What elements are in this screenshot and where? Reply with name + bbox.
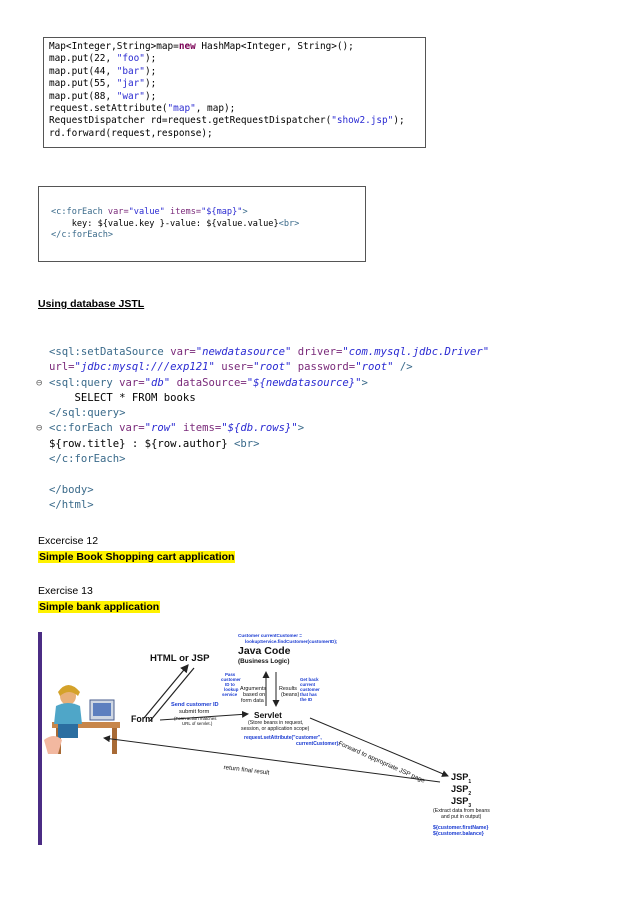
code-line: </sql:query>	[49, 407, 126, 420]
mvc-diagram	[38, 630, 508, 845]
forward-label: Forward to appropriate JSP page	[337, 740, 426, 785]
first-name-expression: ${customer.firstName}	[433, 825, 489, 831]
code-line: </c:forEach>	[49, 453, 126, 466]
pass-text: lookup	[224, 687, 239, 692]
pass-text: ID to	[225, 682, 235, 687]
code-line: <sql:setDataSource var="newdatasource" driver="com.mysql.jdbc.Driver"	[49, 346, 490, 358]
return-label: return final result	[223, 764, 270, 777]
extract-text: and put in output)	[441, 814, 482, 820]
balance-expression: ${customer.balance}	[433, 831, 484, 837]
collapse-marker-icon[interactable]: ⊖	[36, 422, 43, 435]
get-back-text: customer	[300, 687, 320, 692]
form-action-text: URL of servlet.)	[182, 721, 213, 726]
html-or-jsp-label: HTML or JSP	[150, 653, 210, 664]
code-line: map.put(44, "bar");	[49, 65, 157, 77]
set-attribute-text: currentCustomer);	[296, 741, 340, 747]
form-action-text: (Form action matches	[174, 716, 217, 721]
arguments-text: based on	[243, 692, 266, 698]
pass-text: service	[222, 692, 238, 697]
get-back-text: current	[300, 682, 316, 687]
code-line: map.put(55, "jar");	[49, 78, 157, 90]
section-heading: Using database JSTL	[38, 298, 145, 310]
purple-side-bar	[38, 632, 42, 845]
code-line: map.put(88, "war");	[49, 90, 157, 102]
code-line: request.setAttribute("map", map);	[49, 103, 236, 115]
arguments-text: Arguments	[240, 686, 267, 692]
pass-text: customer	[221, 677, 241, 682]
jstl-foreach-box	[38, 186, 366, 262]
code-line	[36, 467, 489, 482]
results-text: Results	[279, 686, 297, 692]
jsp-label: $JSP_3$	[451, 796, 472, 809]
extract-text: (Extract data from beans	[433, 808, 490, 814]
get-back-text: that has	[300, 692, 317, 697]
form-label: Form	[131, 714, 153, 724]
sql-jstl-code	[36, 345, 489, 513]
send-customer-id-text: Send customer ID	[171, 702, 219, 708]
store-beans-text: session, or application scope)	[241, 726, 310, 732]
arguments-text: form data	[241, 698, 264, 704]
store-beans-text: (Store beans in request,	[248, 720, 304, 726]
person-at-desk-icon	[44, 685, 120, 754]
jsp-label: $JSP_1$	[451, 772, 472, 785]
code-line: key: ${value.key }-value: ${value.value}<br>	[51, 218, 300, 229]
customer-code-line1: Customer currentCustomer =	[238, 633, 302, 638]
jsp-label: $JSP_2$	[451, 784, 472, 797]
pass-text: Pass	[225, 672, 236, 677]
exercise-12-title: Simple Book Shopping cart application	[39, 551, 235, 563]
code-line: ⊖ <c:forEach var="row" items="${db.rows}">	[36, 421, 489, 436]
submit-form-text: submit form	[179, 709, 210, 715]
exercise-12-label: Excercise 12	[38, 535, 99, 547]
get-back-text: the ID	[300, 697, 313, 702]
code-line: ⊖ <sql:query var="db" dataSource="${newdatasource}">	[36, 376, 489, 391]
servlet-label: Servlet	[254, 710, 282, 720]
code-line: </body>	[49, 483, 94, 496]
java-code-label: Java Code	[238, 645, 291, 657]
code-line: <c:forEach var="value" items="${map}">	[51, 207, 248, 217]
get-back-text: Get back	[300, 677, 319, 682]
code-line: </c:forEach>	[51, 230, 114, 241]
code-line: ${row.title} : ${row.author} <br>	[49, 437, 260, 450]
code-line: SELECT * FROM books	[49, 391, 196, 404]
business-logic-label: (Business Logic)	[238, 658, 290, 665]
java-code-box	[43, 37, 426, 148]
exercise-13-title: Simple bank application	[39, 601, 160, 613]
set-attribute-text: request.setAttribute("customer",	[244, 735, 322, 741]
customer-code-line2: lookupService.findCustomer(customerID);	[245, 639, 338, 644]
collapse-marker-icon[interactable]: ⊖	[36, 376, 43, 389]
code-line: url="jdbc:mysql:///exp121" user="root" password="root" />	[49, 361, 413, 374]
results-text: (beans)	[281, 692, 300, 698]
code-line: map.put(22, "foo");	[49, 53, 157, 65]
code-line: RequestDispatcher rd=request.getRequestDispatcher("show2.jsp");	[49, 115, 405, 127]
code-line: </html>	[49, 498, 94, 511]
code-line: Map<Integer,String>map=new HashMap<Integer, String>();	[49, 41, 354, 52]
exercise-13-label: Exercise 13	[38, 585, 93, 597]
code-line: rd.forward(request,response);	[49, 127, 213, 139]
